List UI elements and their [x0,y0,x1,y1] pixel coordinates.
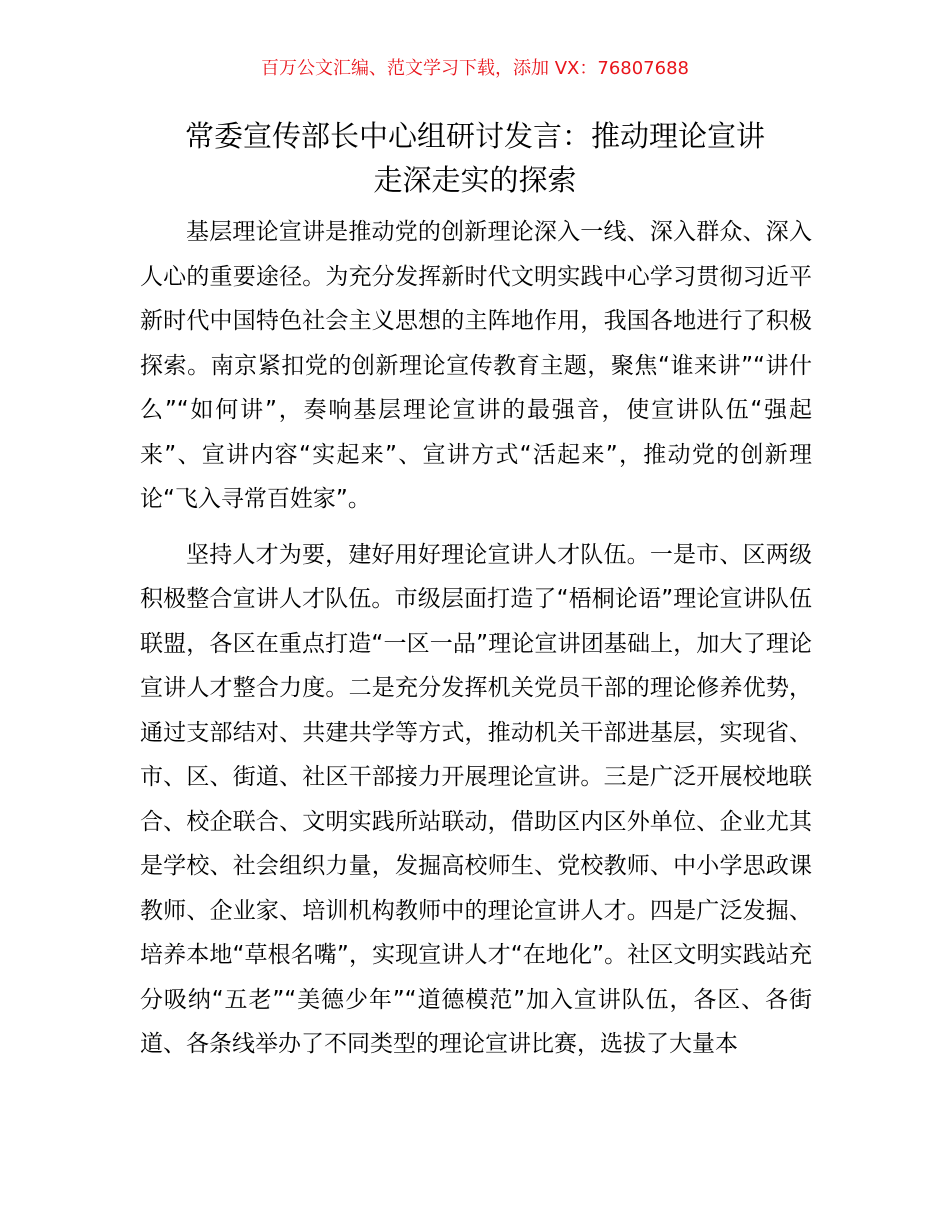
document-body [140,210,812,1078]
header-watermark-note: 百万公文汇编、范文学习下载，添加 VX：76807688 [261,58,689,79]
document-title [100,114,850,202]
document-title-line-2: 走深走实的探索 [373,163,577,197]
body-paragraph-2: 坚持人才为要，建好用好理论宣讲人才队伍。一是市、区两级积极整合宣讲人才队伍。市级层面打造了“梧桐论语”理论宣讲队伍联盟，各区在重点打造“一区一品”理论宣讲团基础上，加大了理论宣讲人才整合力度。二是充分发挥机关党员干部的理论修养优势，通过支部结对、共建共学等方式，推动机关干部进基层，实现省、市、区、街道、社区干部接力开展理论宣讲。三是广泛开展校地联合、校企联合、文明实践所站联动，借助区内区外单位、企业尤其是学校、社会组织力量，发掘高校师生、党校教师、中小学思政课教师、企业家、培训机构教师中的理论宣讲人才。四是广泛发掘、培养本地“草根名嘴”，实现宣讲人才“在地化”。社区文明实践站充分吸纳“五老”“美德少年”“道德模范”加入宣讲队伍，各区、各街道、各条线举办了不同类型的理论宣讲比赛，选拔了大量本 [140,541,812,1057]
body-paragraph-1: 基层理论宣讲是推动党的创新理论深入一线、深入群众、深入人心的重要途径。为充分发挥新时代文明实践中心学习贯彻习近平新时代中国特色社会主义思想的主阵地作用，我国各地进行了积极探索。南京紧扣党的创新理论宣传教育主题，聚焦“谁来讲”“讲什么”“如何讲”，奏响基层理论宣讲的最强音，使宣讲队伍“强起来”、宣讲内容“实起来”、宣讲方式“活起来”，推动党的创新理论“飞入寻常百姓家”。 [140,219,812,512]
document-title-line-1: 常委宣传部长中心组研讨发言：推动理论宣讲 [184,119,765,153]
